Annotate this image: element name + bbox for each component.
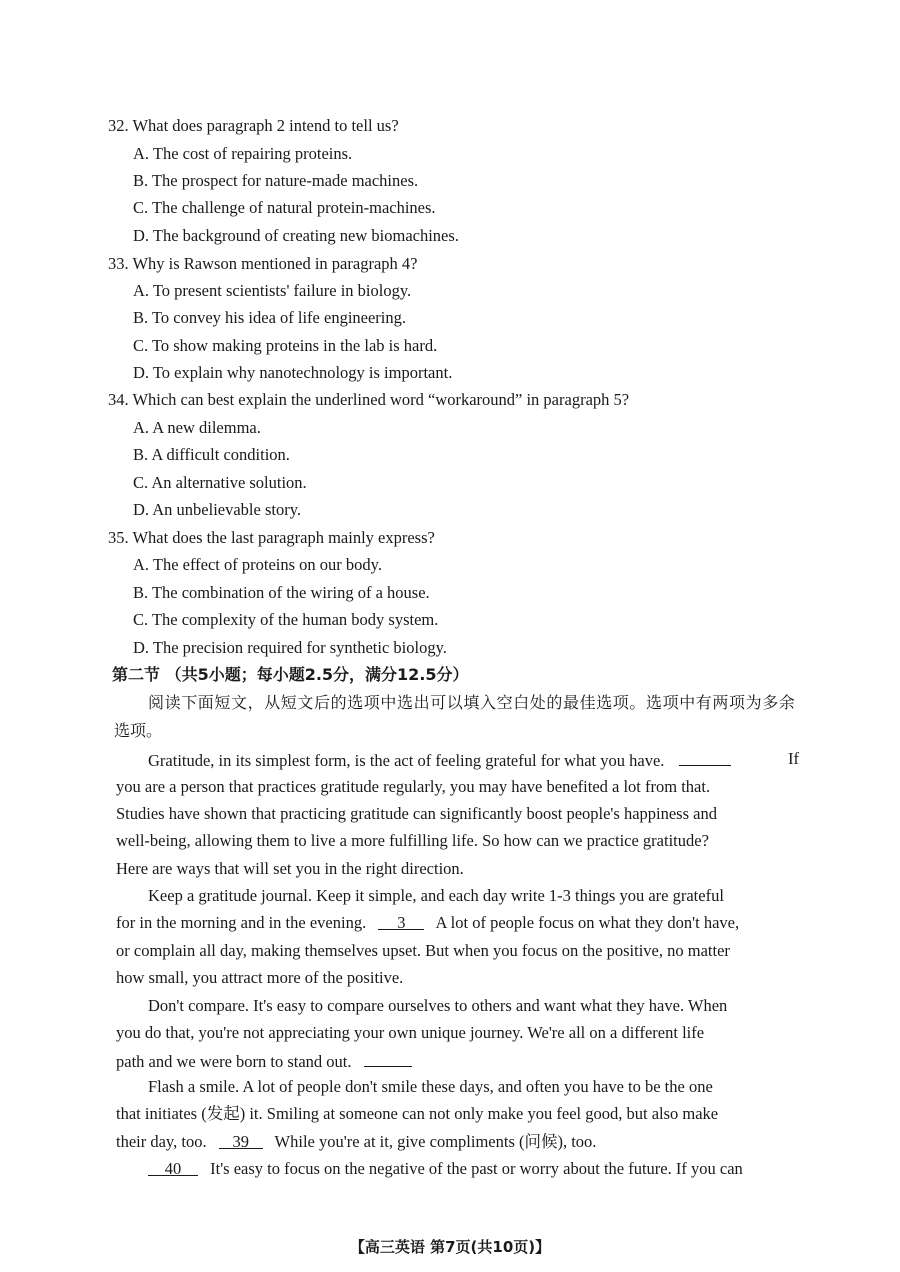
- question-35-option-b: B. The combination of the wiring of a house.: [133, 583, 430, 602]
- passage-p2-line-4: how small, you attract more of the positive.: [116, 968, 404, 987]
- passage-text: for in the morning and in the evening.: [116, 913, 367, 932]
- question-35-option-d: D. The precision required for synthetic biology.: [133, 638, 447, 657]
- question-32-stem: 32. What does paragraph 2 intend to tell us?: [108, 116, 399, 135]
- passage-text: their day, too.: [116, 1132, 207, 1151]
- question-33-option-a: A. To present scientists' failure in biology.: [133, 281, 412, 300]
- passage-p3-line-1: Don't compare. It's easy to compare ourselves to others and want what they have. When: [148, 996, 728, 1015]
- question-35-option-c: C. The complexity of the human body system.: [133, 610, 439, 629]
- page-footer: 【高三英语 第7页(共10页)】: [349, 1238, 551, 1256]
- passage-p5-line-1: [148, 1159, 743, 1179]
- answer-blank-3: 3: [378, 913, 424, 930]
- passage-p1-line-5: Here are ways that will set you in the right direction.: [116, 859, 464, 878]
- answer-blank-40: 40: [148, 1159, 198, 1176]
- question-35-option-a: A. The effect of proteins on our body.: [133, 555, 382, 574]
- passage-text: It's easy to focus on the negative of the past or worry about the future. If you can: [210, 1159, 743, 1178]
- question-34-option-c: C. An alternative solution.: [133, 473, 307, 492]
- question-33-option-c: C. To show making proteins in the lab is hard.: [133, 336, 438, 355]
- passage-text: While you're at it, give compliments (问候), too.: [274, 1132, 597, 1151]
- passage-text: A lot of people focus on what they don't have,: [435, 913, 740, 932]
- section-2-instruction-line-1: 阅读下面短文，从短文后的选项中选出可以填入空白处的最佳选项。选项中有两项为多余: [148, 693, 796, 712]
- question-32-option-c: C. The challenge of natural protein-machines.: [133, 198, 436, 217]
- passage-text: Gratitude, in its simplest form, is the act of feeling grateful for what you have.: [148, 751, 665, 770]
- passage-p2-line-1: Keep a gratitude journal. Keep it simple, and each day write 1-3 things you are grateful: [148, 886, 724, 905]
- question-32-option-d: D. The background of creating new biomachines.: [133, 226, 459, 245]
- section-2-heading: 第二节 （共5小题；每小题2.5分，满分12.5分）: [112, 665, 469, 684]
- passage-p2-line-2: [116, 913, 739, 933]
- passage-p1-line-4: well-being, allowing them to live a more fulfilling life. So how can we practice gratitude?: [116, 831, 709, 850]
- answer-blank: [679, 749, 731, 766]
- answer-blank: [364, 1050, 412, 1067]
- question-33-option-b: B. To convey his idea of life engineering.: [133, 308, 407, 327]
- question-33-stem: 33. Why is Rawson mentioned in paragraph 4?: [108, 254, 418, 273]
- section-2-instruction-line-2: 选项。: [114, 721, 163, 740]
- passage-p4-line-1: Flash a smile. A lot of people don't smile these days, and often you have to be the one: [148, 1077, 713, 1096]
- passage-p1-line-3: Studies have shown that practicing gratitude can significantly boost people's happiness and: [116, 804, 717, 823]
- passage-p4-line-3: [116, 1132, 596, 1152]
- question-34-option-a: A. A new dilemma.: [133, 418, 261, 437]
- question-32-option-b: B. The prospect for nature-made machines.: [133, 171, 419, 190]
- passage-text: path and we were born to stand out.: [116, 1052, 352, 1071]
- passage-p3-line-3: [116, 1050, 412, 1072]
- question-33-option-d: D. To explain why nanotechnology is important.: [133, 363, 453, 382]
- question-35-stem: 35. What does the last paragraph mainly express?: [108, 528, 435, 547]
- question-34-stem: 34. Which can best explain the underlined word “workaround” in paragraph 5?: [108, 390, 630, 409]
- question-34-option-d: D. An unbelievable story.: [133, 500, 302, 519]
- question-32-option-a: A. The cost of repairing proteins.: [133, 144, 353, 163]
- passage-p1-line-1-end: If: [788, 749, 799, 768]
- passage-p1-line-2: you are a person that practices gratitude regularly, you may have benefited a lot from that.: [116, 777, 711, 796]
- passage-p4-line-2: that initiates (发起) it. Smiling at someone can not only make you feel good, but also make: [116, 1104, 719, 1123]
- answer-blank-39: 39: [219, 1132, 263, 1149]
- passage-p1-line-1: [148, 749, 731, 771]
- passage-p2-line-3: or complain all day, making themselves upset. But when you focus on the positive, no matter: [116, 941, 730, 960]
- question-34-option-b: B. A difficult condition.: [133, 445, 290, 464]
- passage-p3-line-2: you do that, you're not appreciating your own unique journey. We're all on a different life: [116, 1023, 705, 1042]
